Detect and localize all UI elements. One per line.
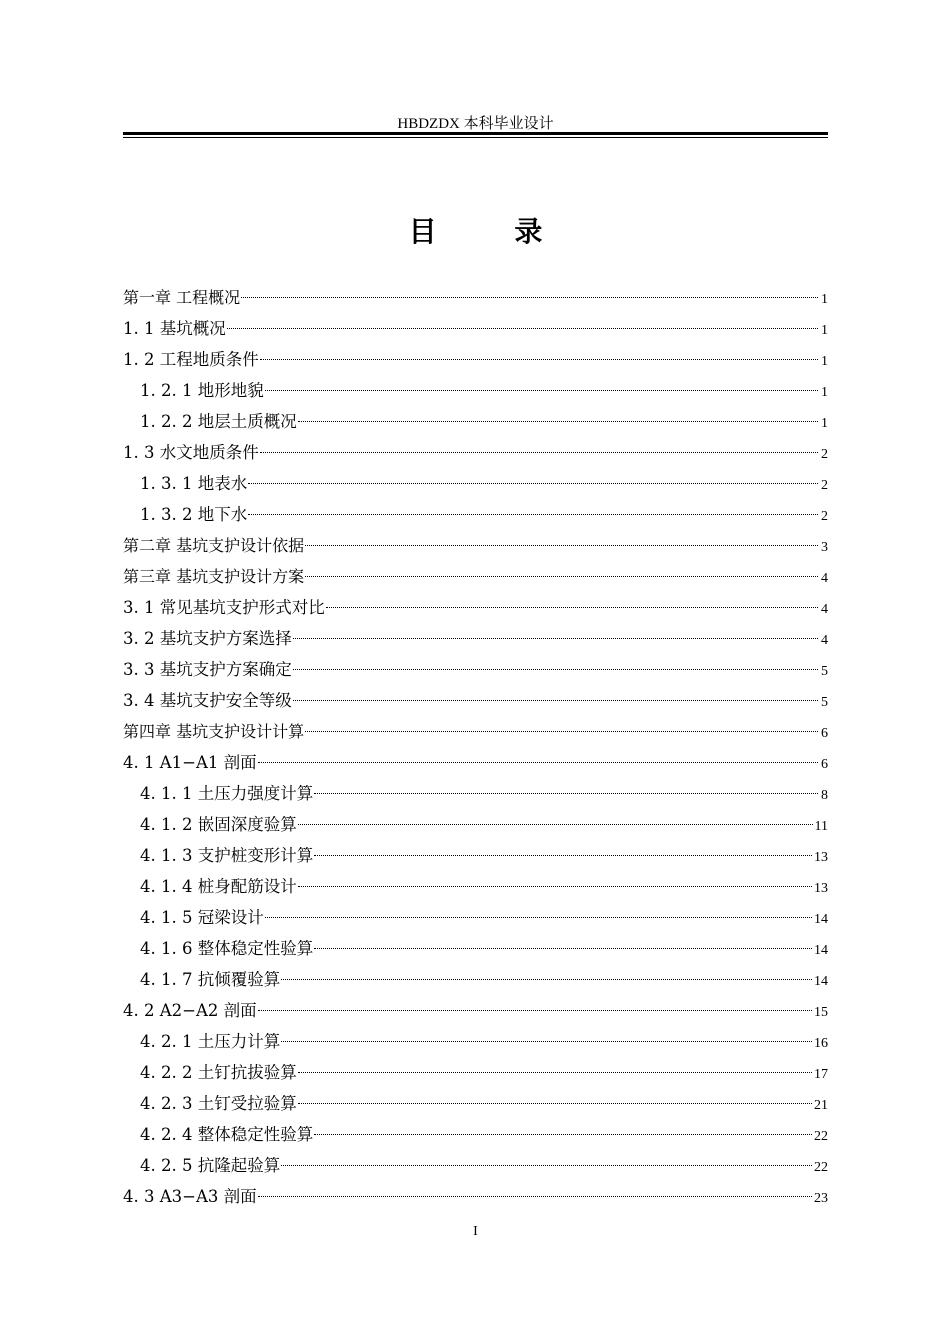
toc-entry-page-number: 17: [814, 1067, 828, 1082]
toc-entry-page-number: 2: [821, 478, 828, 493]
toc-entry-page-number: 22: [814, 1160, 828, 1175]
toc-dot-leader: [258, 762, 818, 763]
toc-entry[interactable]: [123, 812, 828, 843]
toc-entry-page-number: 1: [821, 354, 828, 369]
toc-entry-label: 4. 1. 4 桩身配筋设计: [140, 877, 297, 896]
toc-entry[interactable]: [123, 750, 828, 781]
toc-dot-leader: [298, 824, 813, 825]
toc-dot-leader: [305, 545, 818, 546]
toc-entry-label: 4. 2. 1 土压力计算: [140, 1032, 281, 1051]
toc-title: 目 录: [408, 215, 577, 248]
toc-dot-leader: [305, 576, 818, 577]
toc-dot-leader: [314, 855, 812, 856]
toc-entry-label: 3. 3 基坑支护方案确定: [123, 660, 292, 679]
toc-entry-page-number: 2: [821, 509, 828, 524]
toc-entry-page-number: 6: [821, 726, 828, 741]
toc-dot-leader: [314, 1134, 812, 1135]
toc-entry[interactable]: [123, 595, 828, 626]
toc-dot-leader: [258, 1196, 812, 1197]
toc-dot-leader: [260, 452, 818, 453]
toc-dot-leader: [281, 979, 812, 980]
toc-entry-page-number: 1: [821, 292, 828, 307]
toc-entry[interactable]: [123, 1153, 828, 1184]
toc-entry-page-number: 13: [814, 881, 828, 896]
toc-dot-leader: [248, 483, 818, 484]
toc-entry[interactable]: [123, 378, 828, 409]
toc-entry-label: 3. 2 基坑支护方案选择: [123, 629, 292, 648]
toc-entry-page-number: 6: [821, 757, 828, 772]
toc-dot-leader: [227, 328, 818, 329]
toc-entry-label: 4. 1. 1 土压力强度计算: [140, 784, 314, 803]
toc-dot-leader: [258, 1010, 812, 1011]
toc-dot-leader: [314, 948, 812, 949]
toc-entry-page-number: 4: [821, 633, 828, 648]
toc-entry-label: 4. 3 A3−A3 剖面: [123, 1187, 257, 1206]
toc-entry[interactable]: [123, 533, 828, 564]
running-header: HBDZDX 本科毕业设计: [397, 116, 554, 132]
toc-entry[interactable]: [123, 657, 828, 688]
toc-dot-leader: [298, 1072, 812, 1073]
toc-entry[interactable]: [123, 285, 828, 316]
page-number: I: [473, 1224, 478, 1239]
toc-dot-leader: [305, 731, 818, 732]
toc-entry[interactable]: [123, 843, 828, 874]
toc-entry-label: 第一章 工程概况: [123, 288, 241, 307]
toc-entry-label: 4. 2. 5 抗隆起验算: [140, 1156, 281, 1175]
toc-dot-leader: [241, 297, 818, 298]
toc-entry[interactable]: [123, 1029, 828, 1060]
toc-entry[interactable]: [123, 1060, 828, 1091]
toc-dot-leader: [265, 390, 818, 391]
toc-dot-leader: [265, 917, 812, 918]
toc-entry-page-number: 23: [814, 1191, 828, 1206]
toc-entry[interactable]: [123, 471, 828, 502]
toc-dot-leader: [298, 1103, 812, 1104]
toc-entry-label: 1. 3. 2 地下水: [140, 505, 248, 524]
toc-entry-page-number: 8: [821, 788, 828, 803]
toc-entry-label: 4. 2. 2 土钉抗拔验算: [140, 1063, 297, 1082]
toc-entry[interactable]: [123, 688, 828, 719]
table-of-contents: [123, 285, 828, 1215]
toc-entry[interactable]: [123, 564, 828, 595]
toc-entry-label: 1. 3 水文地质条件: [123, 443, 259, 462]
toc-entry-label: 4. 1. 5 冠梁设计: [140, 908, 264, 927]
toc-dot-leader: [293, 638, 818, 639]
toc-entry[interactable]: [123, 998, 828, 1029]
toc-entry-label: 4. 1. 2 嵌固深度验算: [140, 815, 297, 834]
toc-entry-page-number: 11: [814, 819, 828, 834]
toc-entry-page-number: 4: [821, 602, 828, 617]
toc-entry[interactable]: [123, 719, 828, 750]
toc-entry-label: 3. 4 基坑支护安全等级: [123, 691, 292, 710]
toc-entry-page-number: 14: [814, 974, 828, 989]
toc-entry-page-number: 16: [814, 1036, 828, 1051]
toc-entry[interactable]: [123, 1091, 828, 1122]
toc-entry-label: 1. 1 基坑概况: [123, 319, 226, 338]
toc-entry-label: 4. 2. 3 土钉受拉验算: [140, 1094, 297, 1113]
toc-entry[interactable]: [123, 874, 828, 905]
toc-entry-page-number: 22: [814, 1129, 828, 1144]
toc-dot-leader: [293, 669, 818, 670]
toc-dot-leader: [293, 700, 818, 701]
toc-entry-label: 1. 2 工程地质条件: [123, 350, 259, 369]
toc-entry-page-number: 15: [814, 1005, 828, 1020]
toc-dot-leader: [281, 1165, 812, 1166]
toc-entry-label: 4. 2 A2−A2 剖面: [123, 1001, 257, 1020]
toc-entry[interactable]: [123, 905, 828, 936]
toc-entry-label: 4. 1. 6 整体稳定性验算: [140, 939, 314, 958]
toc-dot-leader: [281, 1041, 812, 1042]
toc-entry[interactable]: [123, 409, 828, 440]
toc-entry-label: 第二章 基坑支护设计依据: [123, 536, 305, 555]
toc-entry-page-number: 3: [821, 540, 828, 555]
toc-entry[interactable]: [123, 1184, 828, 1215]
toc-dot-leader: [298, 886, 812, 887]
toc-entry[interactable]: [123, 1122, 828, 1153]
toc-entry-page-number: 1: [821, 385, 828, 400]
toc-dot-leader: [326, 607, 818, 608]
toc-entry-label: 第三章 基坑支护设计方案: [123, 567, 305, 586]
toc-entry-page-number: 5: [821, 664, 828, 679]
toc-entry-label: 第四章 基坑支护设计计算: [123, 722, 305, 741]
toc-entry-label: 4. 2. 4 整体稳定性验算: [140, 1125, 314, 1144]
toc-entry-label: 1. 2. 2 地层土质概况: [140, 412, 297, 431]
toc-entry-label: 1. 3. 1 地表水: [140, 474, 248, 493]
toc-entry-label: 4. 1. 3 支护桩变形计算: [140, 846, 314, 865]
toc-entry[interactable]: [123, 781, 828, 812]
toc-entry-page-number: 13: [814, 850, 828, 865]
toc-dot-leader: [248, 514, 818, 515]
toc-entry-page-number: 14: [814, 912, 828, 927]
toc-entry[interactable]: [123, 502, 828, 533]
toc-entry-label: 1. 2. 1 地形地貌: [140, 381, 264, 400]
toc-entry-label: 4. 1 A1−A1 剖面: [123, 753, 257, 772]
header-rule-thin: [123, 137, 828, 138]
toc-entry[interactable]: [123, 316, 828, 347]
toc-entry-page-number: 5: [821, 695, 828, 710]
toc-dot-leader: [260, 359, 818, 360]
toc-entry[interactable]: [123, 440, 828, 471]
toc-dot-leader: [314, 793, 818, 794]
toc-entry-page-number: 1: [821, 416, 828, 431]
toc-dot-leader: [298, 421, 818, 422]
toc-entry-label: 3. 1 常见基坑支护形式对比: [123, 598, 325, 617]
toc-entry-page-number: 14: [814, 943, 828, 958]
header-rule-thick: [123, 132, 828, 135]
toc-entry[interactable]: [123, 626, 828, 657]
toc-entry-page-number: 1: [821, 323, 828, 338]
toc-entry[interactable]: [123, 967, 828, 998]
toc-entry-page-number: 2: [821, 447, 828, 462]
toc-entry-page-number: 4: [821, 571, 828, 586]
toc-entry-page-number: 21: [814, 1098, 828, 1113]
toc-entry[interactable]: [123, 347, 828, 378]
toc-entry[interactable]: [123, 936, 828, 967]
toc-entry-label: 4. 1. 7 抗倾覆验算: [140, 970, 281, 989]
